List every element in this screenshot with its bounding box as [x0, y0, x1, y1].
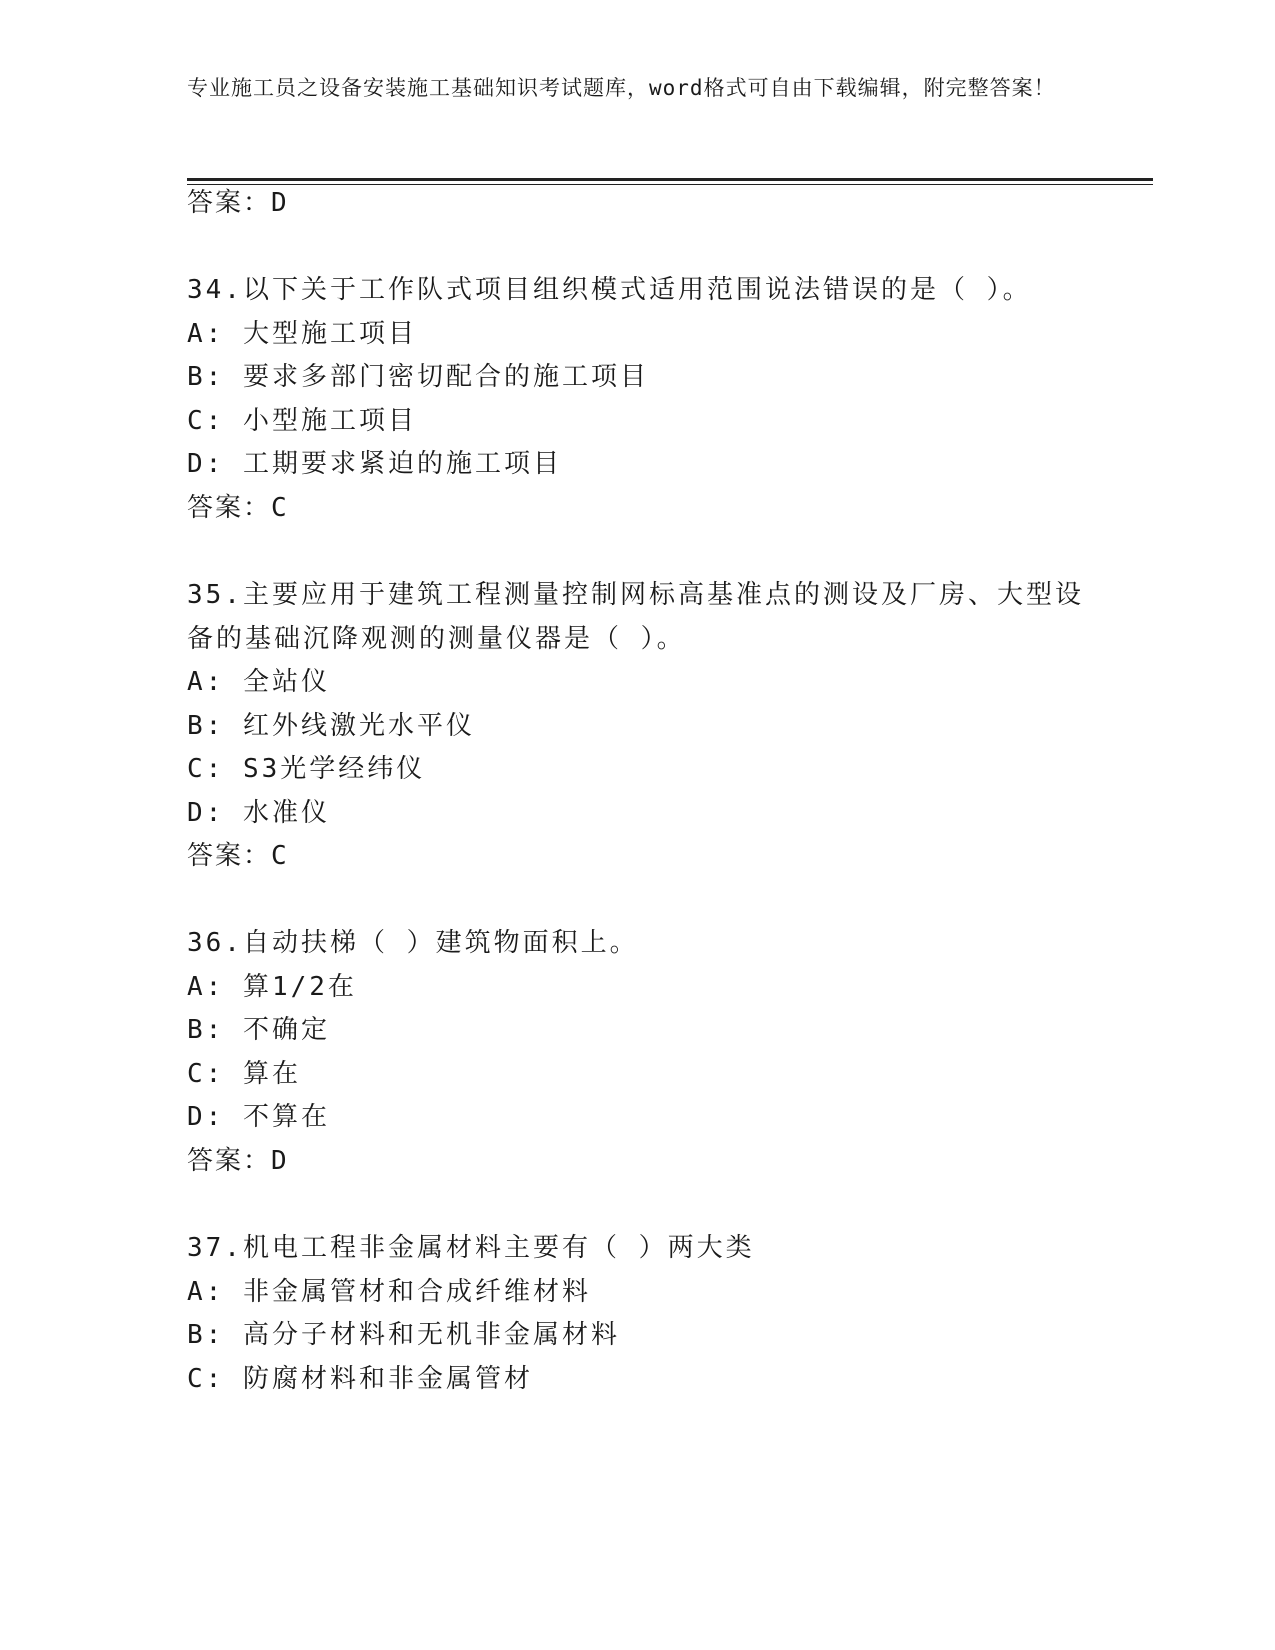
question-36-stem: 36.自动扶梯（ ）建筑物面积上。 [187, 928, 639, 958]
question-35-stem-line-2: 备的基础沉降观测的测量仪器是（ ）。 [187, 624, 686, 654]
question-35-option-b: B: 红外线激光水平仪 [187, 711, 475, 741]
question-35-option-a: A: 全站仪 [187, 667, 330, 697]
question-35-option-d: D: 水准仪 [187, 798, 330, 828]
answer-label: 答案： [187, 188, 272, 218]
question-34-option-b: B: 要求多部门密切配合的施工项目 [187, 362, 649, 392]
previous-answer [187, 186, 289, 220]
question-34-option-c: C: 小型施工项目 [187, 406, 417, 436]
question-34-option-d: D: 工期要求紧迫的施工项目 [187, 449, 562, 479]
question-36-option-a: A: 算1/2在 [187, 972, 357, 1002]
header-rule-thin [187, 184, 1153, 185]
question-36-option-d: D: 不算在 [187, 1102, 330, 1132]
question-34-option-a: A: 大型施工项目 [187, 319, 417, 349]
answer-value: D [271, 1146, 289, 1176]
question-35-stem-line-1: 35.主要应用于建筑工程测量控制网标高基准点的测设及厂房、大型设 [187, 580, 1084, 610]
document-header: 专业施工员之设备安装施工基础知识考试题库，word格式可自由下载编辑，附完整答案！ [187, 76, 1056, 100]
answer-label: 答案： [187, 841, 272, 871]
question-37-option-a: A: 非金属管材和合成纤维材料 [187, 1277, 591, 1307]
answer-value: C [271, 493, 289, 523]
question-37-option-b: B: 高分子材料和无机非金属材料 [187, 1320, 620, 1350]
header-rule-thick [187, 178, 1153, 181]
question-36-option-b: B: 不确定 [187, 1015, 330, 1045]
question-35-answer [187, 839, 289, 873]
question-35-option-c: C: S3光学经纬仪 [187, 754, 426, 784]
question-37-stem: 37.机电工程非金属材料主要有（ ）两大类 [187, 1233, 755, 1263]
question-34-answer [187, 491, 289, 525]
question-36-option-c: C: 算在 [187, 1059, 301, 1089]
answer-label: 答案： [187, 493, 272, 523]
question-34-stem: 34.以下关于工作队式项目组织模式适用范围说法错误的是（ ）。 [187, 275, 1032, 305]
answer-value: C [271, 841, 289, 871]
question-36-answer [187, 1144, 289, 1178]
question-37-option-c: C: 防腐材料和非金属管材 [187, 1364, 533, 1394]
answer-value: D [271, 188, 289, 218]
answer-label: 答案： [187, 1146, 272, 1176]
